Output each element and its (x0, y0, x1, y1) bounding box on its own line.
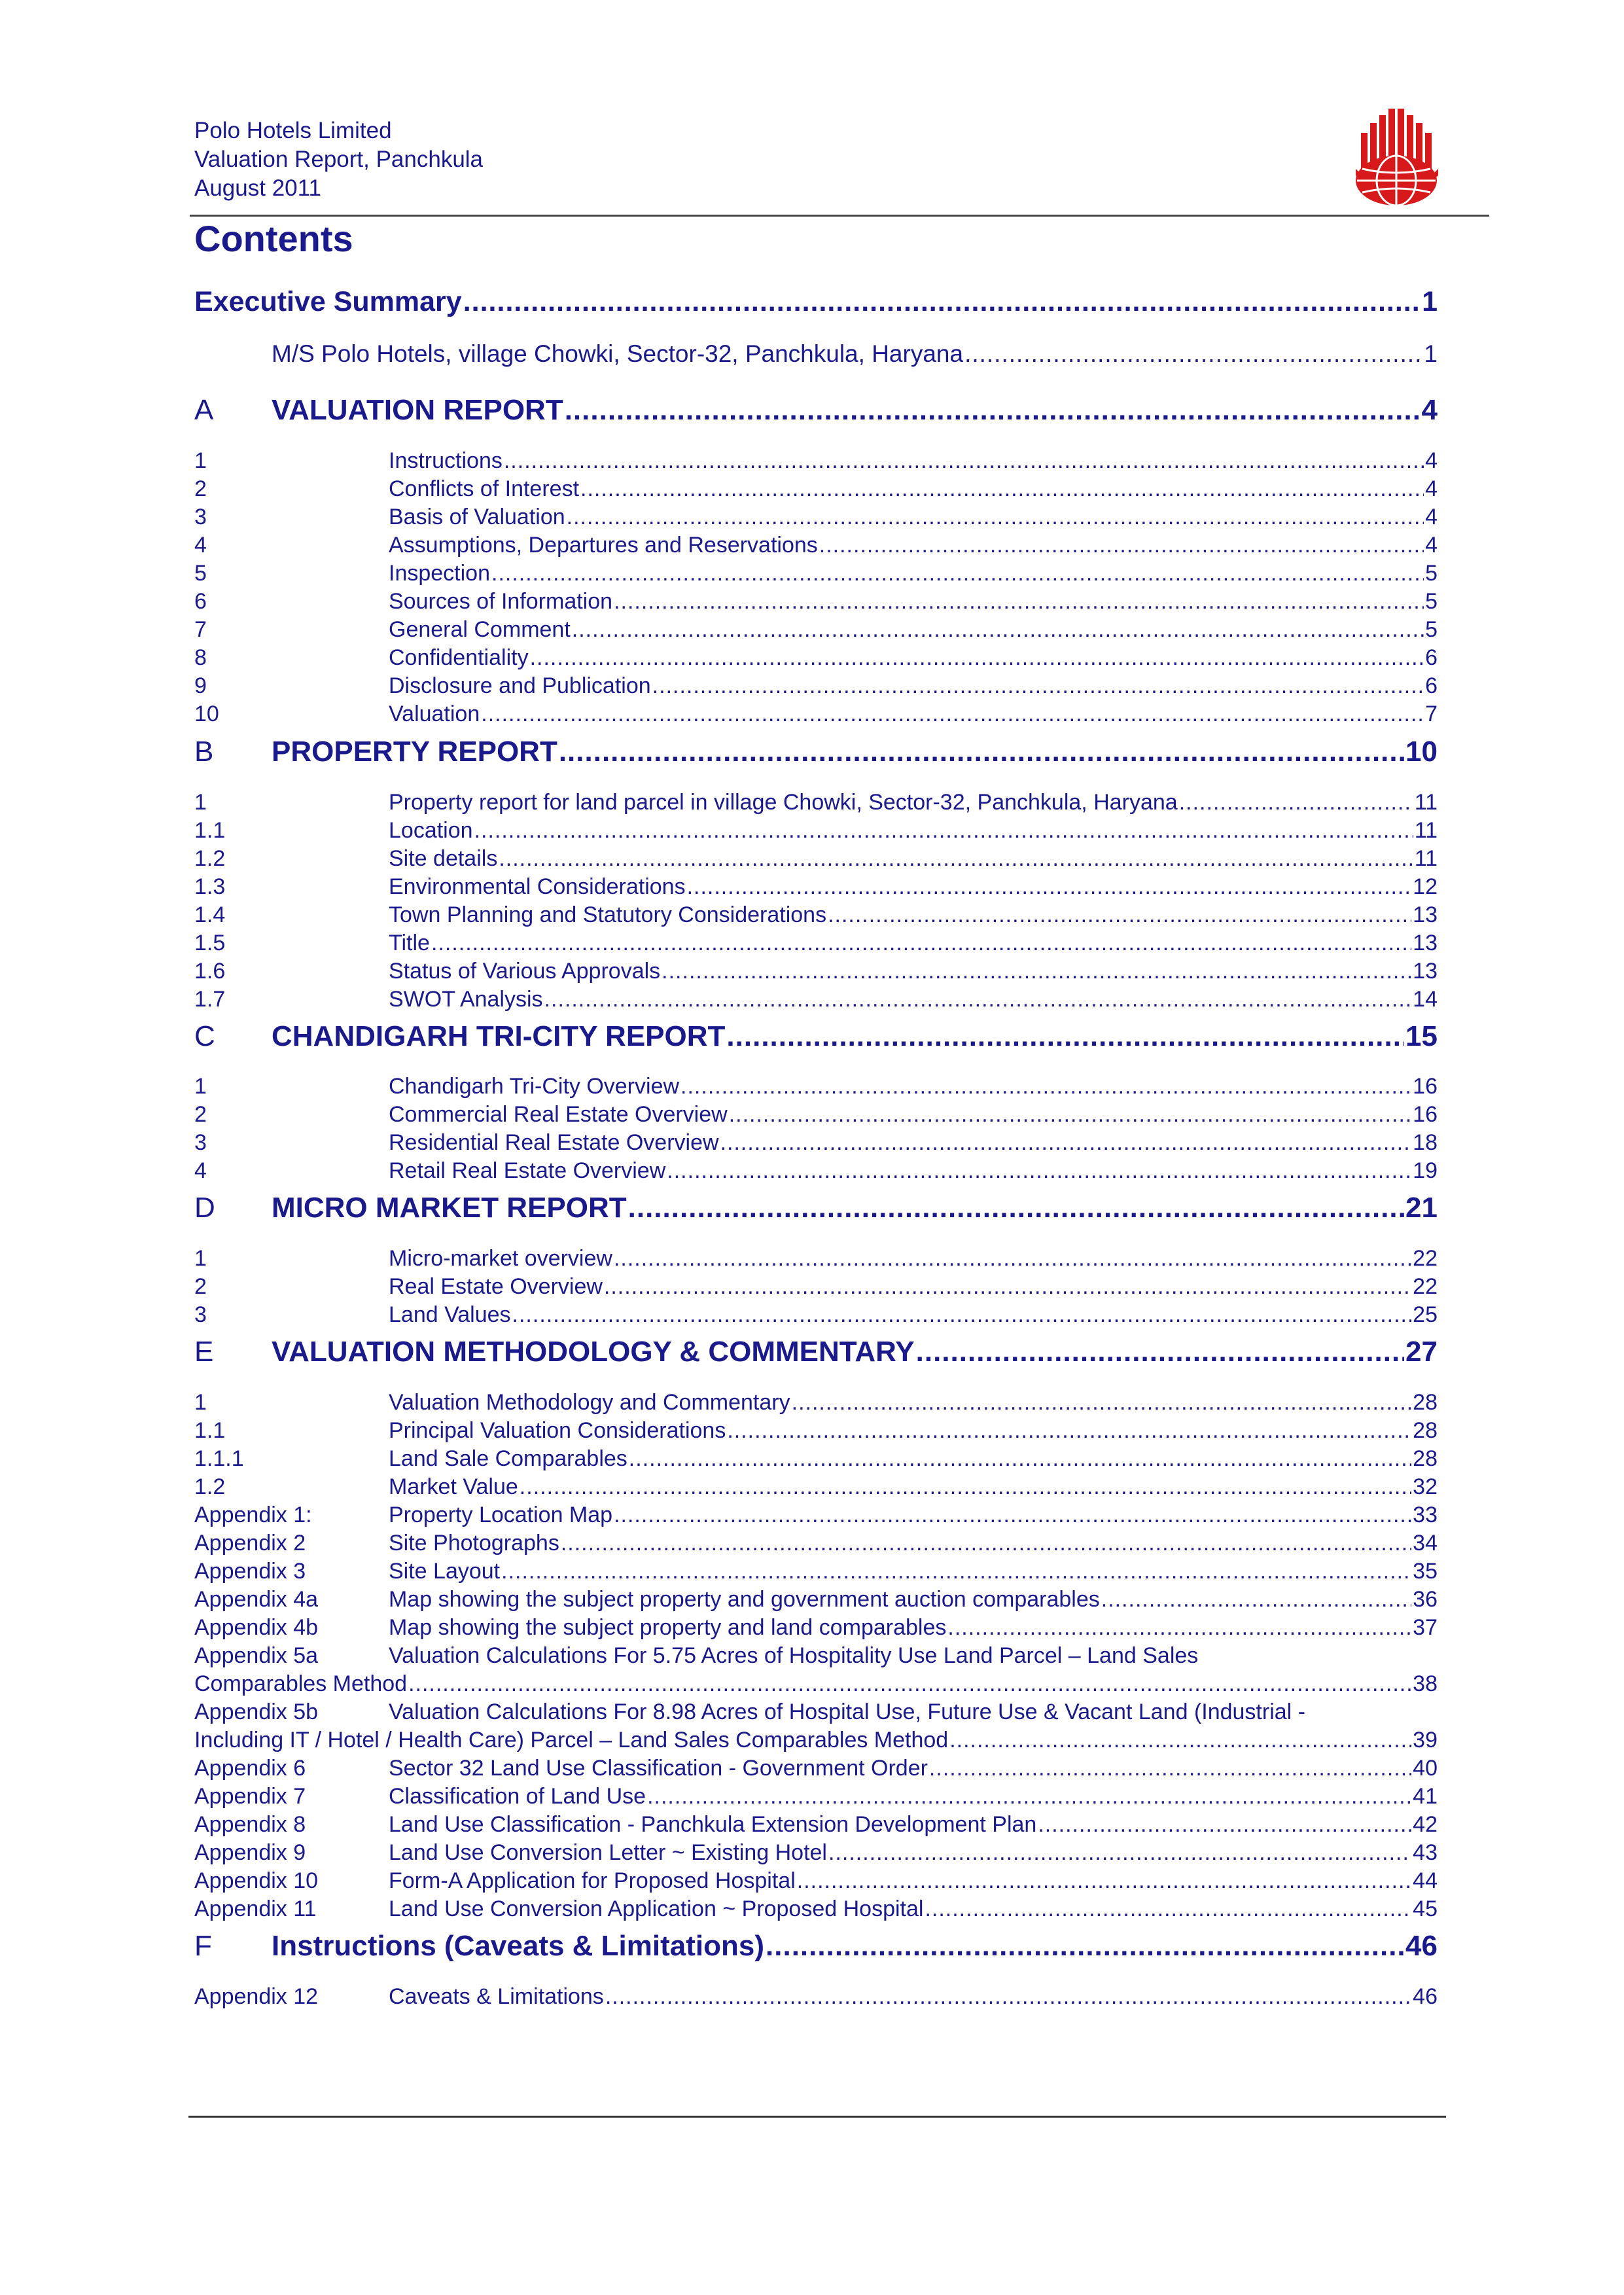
toc-entry[interactable] (194, 1158, 1438, 1186)
toc-entry[interactable] (194, 476, 1438, 505)
report-name: Valuation Report, Panchkula (194, 147, 484, 172)
toc-entry-title: Commercial Real Estate Overview (389, 1102, 728, 1127)
toc-entry-title: Conflicts of Interest (389, 476, 580, 501)
toc-entry-title: Comparables Method (194, 1671, 408, 1696)
toc-page: 28 (1413, 1418, 1438, 1443)
toc-entry-title: Status of Various Approvals (389, 959, 661, 984)
toc-entry-title: Caveats & Limitations (389, 1984, 604, 2009)
toc-page: 12 (1413, 874, 1438, 899)
toc-entry-num: 4 (194, 533, 207, 558)
toc-entry[interactable] (194, 1390, 1438, 1418)
toc-page: 11 (1414, 790, 1438, 815)
toc-page: 6 (1425, 673, 1438, 698)
toc-entry[interactable] (194, 1840, 1438, 1868)
toc-title: Executive Summary (194, 286, 462, 317)
toc-section-letter: F (194, 1930, 212, 1962)
toc-page: 4 (1421, 394, 1438, 426)
toc-section-letter: A (194, 394, 214, 426)
toc-page: 1 (1422, 286, 1438, 317)
toc-entry-title: Land Sale Comparables (389, 1446, 627, 1471)
toc-page: 16 (1413, 1102, 1438, 1127)
toc-page: 28 (1413, 1446, 1438, 1471)
toc-entry-num: 1.2 (194, 1474, 226, 1499)
toc-entry-title: Confidentiality (389, 645, 529, 670)
toc-entry[interactable] (194, 702, 1438, 730)
toc-entry[interactable] (194, 645, 1438, 673)
toc-entry-num: 3 (194, 1130, 207, 1155)
toc-entry-num: 1.2 (194, 846, 226, 871)
toc-page: 40 (1413, 1756, 1438, 1781)
toc-entry-num: 10 (194, 702, 219, 726)
toc-entry-title: Town Planning and Statutory Considerations (389, 902, 827, 927)
toc-entry-num: 8 (194, 645, 207, 670)
toc-entry-num: 2 (194, 1274, 207, 1299)
toc-page: 41 (1413, 1784, 1438, 1809)
toc-page: 34 (1413, 1531, 1438, 1556)
contents-heading: Contents (194, 218, 353, 259)
toc-entry-title: Land Use Classification - Panchkula Extension Development Plan (389, 1812, 1037, 1837)
toc-entry-num: Appendix 4b (194, 1615, 319, 1640)
toc-section-letter: B (194, 736, 214, 768)
toc-entry-title: Land Values (389, 1302, 511, 1327)
toc-entry[interactable] (194, 1615, 1438, 1643)
toc-entry-title: Map showing the subject property and government auction comparables (389, 1587, 1100, 1612)
toc-page: 46 (1413, 1984, 1438, 2009)
toc-executive-summary[interactable] (194, 286, 1438, 323)
toc-entry[interactable] (194, 448, 1438, 476)
toc-entry[interactable] (194, 1868, 1438, 1896)
toc-entry-num: 5 (194, 561, 207, 586)
toc-page: 1 (1424, 340, 1438, 367)
toc-page: 33 (1413, 1503, 1438, 1527)
page-header (194, 116, 483, 203)
toc-entry-num: 1.7 (194, 987, 226, 1012)
toc-section-e[interactable] (194, 1336, 1438, 1372)
toc-page: 35 (1413, 1559, 1438, 1584)
toc-entry-title: Site Photographs (389, 1531, 559, 1556)
toc-entry-title: Land Use Conversion Letter ~ Existing Hotel (389, 1840, 827, 1865)
toc-entry-num: Appendix 1: (194, 1503, 312, 1527)
toc-entry-num: 4 (194, 1158, 207, 1183)
toc-page: 11 (1414, 818, 1438, 843)
toc-page: 16 (1413, 1074, 1438, 1099)
toc-entry[interactable] (194, 1756, 1438, 1784)
toc-section-b[interactable] (194, 736, 1438, 772)
toc-entry-num: Appendix 5a (194, 1643, 319, 1668)
building-globe-logo (1348, 97, 1446, 208)
toc-entry-title: Market Value (389, 1474, 518, 1499)
toc-page: 7 (1425, 702, 1438, 726)
company-name: Polo Hotels Limited (194, 118, 392, 143)
toc-entry-title: Instructions (389, 448, 503, 473)
toc-section-f[interactable] (194, 1930, 1438, 1966)
toc-executive-summary-sub[interactable] (272, 340, 1438, 372)
toc-entry-title: Land Use Conversion Application ~ Proposed Hospital (389, 1896, 924, 1921)
toc-entry-title: Real Estate Overview (389, 1274, 603, 1299)
toc-entry-num: 1.6 (194, 959, 226, 984)
toc-entry-title: General Comment (389, 617, 571, 642)
toc-entry-num: 2 (194, 1102, 207, 1127)
toc-entry-num: Appendix 3 (194, 1559, 306, 1584)
toc-page: 4 (1425, 448, 1438, 473)
toc-entry[interactable] (194, 846, 1438, 874)
toc-entry-title: Principal Valuation Considerations (389, 1418, 726, 1443)
toc-entry-title: Disclosure and Publication (389, 673, 651, 698)
toc-entry-appendix-5a[interactable] (194, 1643, 1198, 1669)
toc-entry-title: Valuation Calculations For 8.98 Acres of Hospital Use, Future Use & Vacant Land (Industrial - (389, 1699, 1305, 1724)
header-divider (190, 215, 1489, 217)
toc-entry-num: 9 (194, 673, 207, 698)
toc-entry-num: 1.4 (194, 902, 226, 927)
toc-section-letter: D (194, 1192, 215, 1224)
toc-page: 4 (1425, 505, 1438, 529)
toc-entry-title: Sector 32 Land Use Classification - Government Order (389, 1756, 928, 1781)
toc-entry[interactable] (194, 1784, 1438, 1812)
toc-entry-title: Property Location Map (389, 1503, 613, 1527)
toc-entry-title: SWOT Analysis (389, 987, 543, 1012)
toc-page: 39 (1413, 1728, 1438, 1752)
toc-section-c[interactable] (194, 1020, 1438, 1057)
toc-entry-title: Valuation Calculations For 5.75 Acres of Hospitality Use Land Parcel – Land Sales (389, 1643, 1199, 1668)
toc-section-title: Instructions (Caveats & Limitations) (272, 1930, 765, 1962)
toc-entry-num: 7 (194, 617, 207, 642)
toc-entry-title: Property report for land parcel in village Chowki, Sector-32, Panchkula, Haryana (389, 790, 1178, 815)
toc-page: 5 (1425, 589, 1438, 614)
toc-section-d[interactable] (194, 1192, 1438, 1228)
toc-page: 13 (1413, 959, 1438, 984)
footer-divider (188, 2116, 1446, 2118)
toc-entry-title: Environmental Considerations (389, 874, 686, 899)
toc-page: 22 (1413, 1274, 1438, 1299)
toc-entry-title: Sources of Information (389, 589, 613, 614)
toc-section-title: MICRO MARKET REPORT (272, 1192, 627, 1224)
toc-entry-title: Retail Real Estate Overview (389, 1158, 666, 1183)
toc-page: 22 (1413, 1246, 1438, 1271)
toc-section-title: CHANDIGARH TRI-CITY REPORT (272, 1020, 726, 1052)
toc-entry-num: Appendix 4a (194, 1587, 319, 1612)
toc-entry-num: 1.3 (194, 874, 226, 899)
toc-entry-num: 3 (194, 1302, 207, 1327)
toc-page: 5 (1425, 617, 1438, 642)
toc-entry[interactable] (194, 505, 1438, 533)
toc-entry[interactable] (194, 1130, 1438, 1158)
toc-entry[interactable] (194, 617, 1438, 645)
toc-entry-num: Appendix 5b (194, 1699, 319, 1724)
toc-page: 14 (1413, 987, 1438, 1012)
toc-entry-appendix-5b-continued[interactable] (194, 1728, 1438, 1756)
toc-entry-title: Valuation Methodology and Commentary (389, 1390, 790, 1415)
toc-section-letter: E (194, 1336, 214, 1368)
toc-entry-num: 1.1.1 (194, 1446, 244, 1471)
toc-entry[interactable] (194, 1418, 1438, 1446)
toc-entry-title: Inspection (389, 561, 490, 586)
toc-entry-title: Title (389, 931, 430, 955)
toc-entry-num: Appendix 7 (194, 1784, 306, 1809)
toc-entry[interactable] (194, 1246, 1438, 1274)
toc-entry-title: Site details (389, 846, 498, 871)
toc-page: 32 (1413, 1474, 1438, 1499)
toc-title: M/S Polo Hotels, village Chowki, Sector-32, Panchkula, Haryana (272, 340, 964, 367)
toc-entry-appendix-5b[interactable] (194, 1699, 1305, 1725)
toc-entry-num: 1 (194, 1246, 207, 1271)
toc-entry-num: Appendix 2 (194, 1531, 306, 1556)
toc-entry-num: 3 (194, 505, 207, 529)
toc-entry-num: Appendix 6 (194, 1756, 306, 1781)
toc-entry[interactable] (194, 987, 1438, 1015)
toc-section-a[interactable] (194, 394, 1438, 431)
toc-entry[interactable] (194, 959, 1438, 987)
toc-entry-title: Valuation (389, 702, 480, 726)
toc-page: 45 (1413, 1896, 1438, 1921)
toc-entry[interactable] (194, 931, 1438, 959)
toc-page: 5 (1425, 561, 1438, 586)
toc-page: 46 (1405, 1930, 1438, 1962)
toc-entry[interactable] (194, 902, 1438, 931)
toc-section-letter: C (194, 1020, 215, 1052)
toc-entry-num: 2 (194, 476, 207, 501)
toc-entry[interactable] (194, 1984, 1438, 2012)
toc-entry-num: 1 (194, 1390, 207, 1415)
report-date: August 2011 (194, 175, 321, 201)
toc-page: 4 (1425, 476, 1438, 501)
toc-page: 19 (1413, 1158, 1438, 1183)
toc-page: 10 (1405, 736, 1438, 768)
toc-entry[interactable] (194, 1587, 1438, 1615)
toc-page: 37 (1413, 1615, 1438, 1640)
toc-entry[interactable] (194, 533, 1438, 561)
toc-entry-num: Appendix 9 (194, 1840, 306, 1865)
toc-entry-title: Assumptions, Departures and Reservations (389, 533, 818, 558)
toc-entry-num: 1 (194, 448, 207, 473)
toc-page: 11 (1414, 846, 1438, 871)
toc-entry[interactable] (194, 561, 1438, 589)
toc-entry[interactable] (194, 1812, 1438, 1840)
toc-page: 43 (1413, 1840, 1438, 1865)
toc-entry-num: 1.1 (194, 1418, 226, 1443)
toc-entry[interactable] (194, 1302, 1438, 1330)
toc-page: 4 (1425, 533, 1438, 558)
toc-entry-title: Including IT / Hotel / Health Care) Parcel – Land Sales Comparables Method (194, 1728, 949, 1752)
toc-entry-title: Form-A Application for Proposed Hospital (389, 1868, 796, 1893)
toc-entry[interactable] (194, 1559, 1438, 1587)
toc-entry-title: Location (389, 818, 473, 843)
toc-entry-title: Basis of Valuation (389, 505, 565, 529)
toc-entry-title: Classification of Land Use (389, 1784, 646, 1809)
toc-page: 38 (1413, 1671, 1438, 1696)
toc-entry-num: Appendix 11 (194, 1896, 317, 1921)
toc-section-title: VALUATION REPORT (272, 394, 563, 426)
toc-page: 18 (1413, 1130, 1438, 1155)
toc-entry[interactable] (194, 673, 1438, 702)
toc-entry-title: Micro-market overview (389, 1246, 612, 1271)
toc-entry-num: 1 (194, 790, 207, 815)
toc-entry-num: 1.5 (194, 931, 226, 955)
toc-entry-num: 1 (194, 1074, 207, 1099)
toc-entry[interactable] (194, 818, 1438, 846)
toc-entry-appendix-5a-continued[interactable] (194, 1671, 1438, 1699)
toc-entry-title: Residential Real Estate Overview (389, 1130, 719, 1155)
toc-entry-title: Chandigarh Tri-City Overview (389, 1074, 680, 1099)
toc-entry[interactable] (194, 1531, 1438, 1559)
toc-entry[interactable] (194, 1503, 1438, 1531)
toc-entry-num: Appendix 10 (194, 1868, 319, 1893)
toc-entry[interactable] (194, 1274, 1438, 1302)
toc-page: 13 (1413, 902, 1438, 927)
toc-entry[interactable] (194, 1446, 1438, 1474)
toc-entry[interactable] (194, 589, 1438, 617)
toc-entry[interactable] (194, 1896, 1438, 1925)
toc-page: 36 (1413, 1587, 1438, 1612)
toc-entry-num: 6 (194, 589, 207, 614)
toc-page: 13 (1413, 931, 1438, 955)
toc-page: 27 (1405, 1336, 1438, 1368)
toc-page: 28 (1413, 1390, 1438, 1415)
toc-entry[interactable] (194, 1102, 1438, 1130)
toc-page: 6 (1425, 645, 1438, 670)
toc-page: 21 (1405, 1192, 1438, 1224)
toc-entry-num: Appendix 8 (194, 1812, 306, 1837)
toc-entry[interactable] (194, 1074, 1438, 1102)
toc-entry-num: 1.1 (194, 818, 226, 843)
toc-page: 25 (1413, 1302, 1438, 1327)
toc-section-title: VALUATION METHODOLOGY & COMMENTARY (272, 1336, 915, 1368)
toc-entry[interactable] (194, 1474, 1438, 1503)
toc-page: 42 (1413, 1812, 1438, 1837)
toc-entry[interactable] (194, 874, 1438, 902)
toc-page: 15 (1405, 1020, 1438, 1052)
toc-entry[interactable] (194, 790, 1438, 818)
toc-entry-num: Appendix 12 (194, 1984, 319, 2009)
toc-entry-title: Map showing the subject property and land comparables (389, 1615, 947, 1640)
toc-page: 44 (1413, 1868, 1438, 1893)
toc-section-title: PROPERTY REPORT (272, 736, 557, 768)
toc-entry-title: Site Layout (389, 1559, 501, 1584)
